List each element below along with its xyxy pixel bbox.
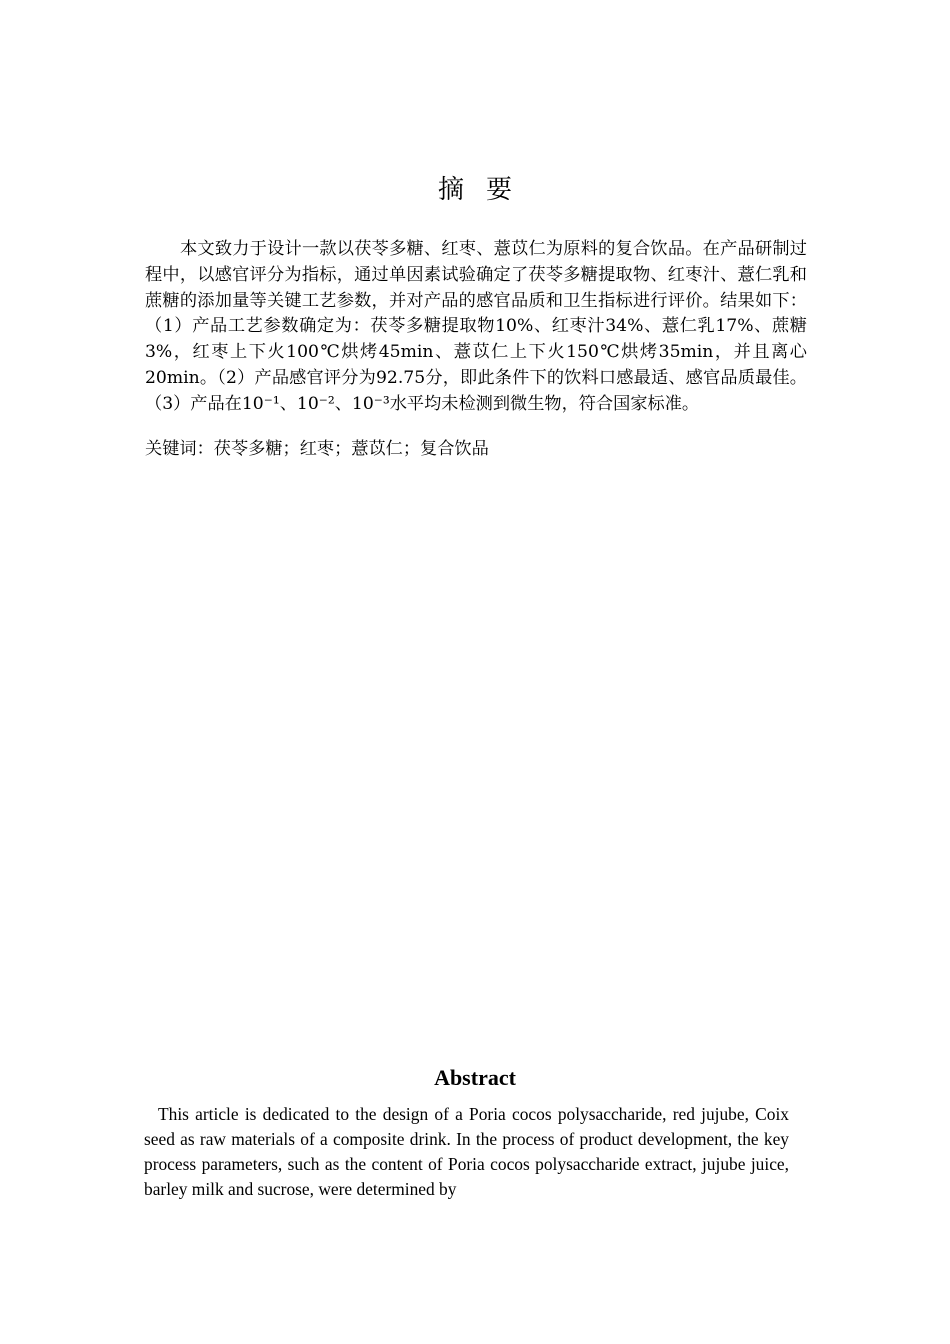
english-abstract-title: Abstract (434, 1065, 516, 1090)
chinese-abstract-body: 本文致力于设计一款以茯苓多糖、红枣、薏苡仁为原料的复合饮品。在产品研制过程中，以感官评分为指标，通过单因素试验确定了茯苓多糖提取物、红枣汁、薏仁乳和蔗糖的添加量等关键工艺参数，并对产品的感官品质和卫生指标进行评价。结果如下：（1）产品工艺参数确定为：茯苓多糖提取物10%、红枣汁34%、薏仁乳17%、蔗糖3%，红枣上下火100℃烘烤45min、薏苡仁上下火150℃烘烤35min，并且离心20min。（2）产品感官评分为92.75分，即此条件下的饮料口感最适、感官品质最佳。（3）产品在10⁻¹、10⁻²、10⁻³水平均未检测到微生物，符合国家标准。 (145, 239, 807, 414)
chinese-abstract-title: 摘要 (437, 175, 534, 205)
chinese-keywords: 关键词：茯苓多糖；红枣；薏苡仁；复合饮品 (145, 439, 489, 459)
english-abstract-body: This article is dedicated to the design of a Poria cocos polysaccharide, red jujube, Coix seed as raw materials of a composite drink. In the process of product development, the key process parameters, such as the content of Poria cocos polysaccharide extract, jujube juice, barley milk and sucrose, were determined by (144, 1104, 789, 1199)
